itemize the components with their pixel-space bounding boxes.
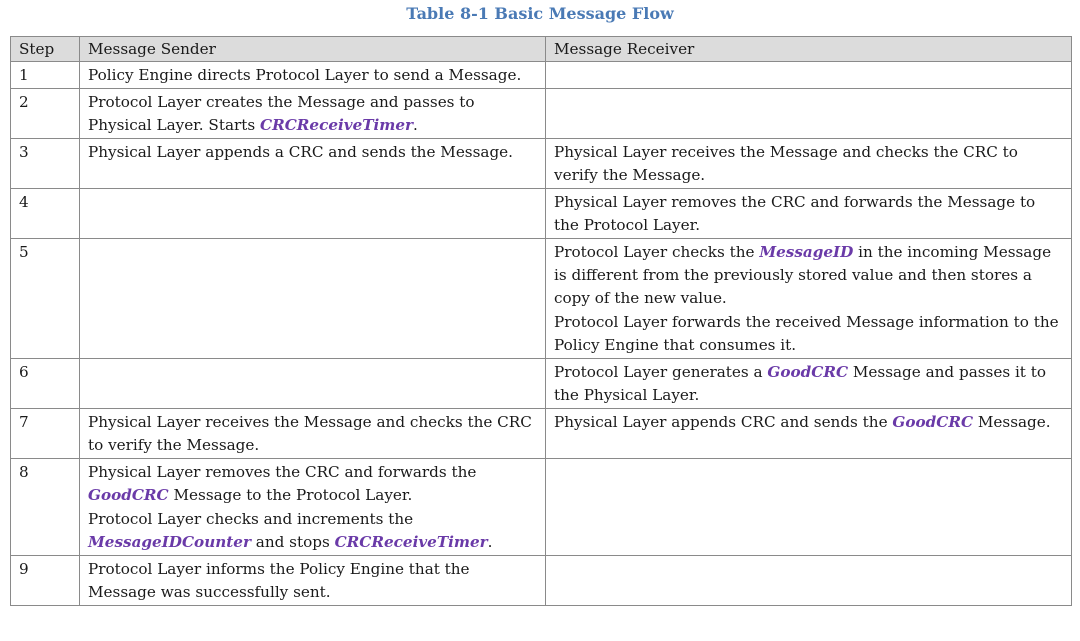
step-cell: 4 xyxy=(11,189,80,239)
sender-cell xyxy=(80,89,546,139)
sender-cell xyxy=(80,62,546,89)
receiver-paragraph xyxy=(554,361,1063,407)
term-reference: CRCReceiveTimer xyxy=(259,116,414,134)
receiver-paragraph xyxy=(554,141,1063,187)
step-cell: 9 xyxy=(11,556,80,606)
step-cell: 8 xyxy=(11,459,80,556)
receiver-cell xyxy=(546,409,1072,459)
text-run: . xyxy=(413,116,418,134)
sender-paragraph xyxy=(88,461,537,507)
receiver-cell xyxy=(546,359,1072,409)
table-row xyxy=(11,556,1072,606)
text-run: Physical Layer removes the CRC and forwards the xyxy=(88,463,477,481)
table-row xyxy=(11,359,1072,409)
text-run: Physical Layer receives the Message and checks the CRC to verify the Message. xyxy=(554,143,1018,184)
text-run: Protocol Layer checks the xyxy=(554,243,760,261)
sender-paragraph xyxy=(88,558,537,604)
receiver-cell xyxy=(546,556,1072,606)
table-row xyxy=(11,139,1072,189)
receiver-paragraph xyxy=(554,311,1063,357)
header-message-receiver: Message Receiver xyxy=(546,37,1072,62)
text-run: Physical Layer appends CRC and sends the xyxy=(554,413,893,431)
receiver-cell xyxy=(546,189,1072,239)
table-row xyxy=(11,239,1072,359)
receiver-cell xyxy=(546,62,1072,89)
text-run: Message and passes it to the Physical Layer. xyxy=(554,363,1046,404)
header-step: Step xyxy=(11,37,80,62)
header-message-sender: Message Sender xyxy=(80,37,546,62)
receiver-cell xyxy=(546,239,1072,359)
term-reference: GoodCRC xyxy=(767,363,849,381)
sender-paragraph xyxy=(88,411,537,457)
sender-paragraph xyxy=(88,508,537,554)
sender-cell xyxy=(80,239,546,359)
text-run: . xyxy=(487,533,493,551)
term-reference: MessageID xyxy=(759,243,854,261)
term-reference: MessageIDCounter xyxy=(88,533,251,551)
sender-cell xyxy=(80,139,546,189)
sender-cell xyxy=(80,459,546,556)
receiver-paragraph xyxy=(554,191,1063,237)
table-row xyxy=(11,89,1072,139)
table-row xyxy=(11,62,1072,89)
text-run: Protocol Layer creates the Message and passes to Physical Layer. Starts xyxy=(88,93,475,134)
term-reference: GoodCRC xyxy=(892,413,974,431)
step-cell: 1 xyxy=(11,62,80,89)
step-cell: 3 xyxy=(11,139,80,189)
step-cell: 5 xyxy=(11,239,80,359)
sender-cell xyxy=(80,556,546,606)
text-run: Protocol Layer generates a xyxy=(554,363,768,381)
text-run: Physical Layer receives the Message and checks the CRC to verify the Message. xyxy=(88,413,532,454)
term-reference: CRCReceiveTimer xyxy=(334,533,488,551)
table-body xyxy=(11,62,1072,606)
sender-cell xyxy=(80,189,546,239)
sender-cell xyxy=(80,359,546,409)
sender-paragraph xyxy=(88,141,537,164)
text-run: in the incoming Message is different from the previously stored value and then stores a copy of the new value. xyxy=(554,243,1052,307)
text-run: Protocol Layer checks and increments the xyxy=(88,510,414,528)
sender-cell xyxy=(80,409,546,459)
step-cell: 2 xyxy=(11,89,80,139)
table-caption: Table 8-1 Basic Message Flow xyxy=(406,4,674,23)
receiver-cell xyxy=(546,139,1072,189)
receiver-paragraph xyxy=(554,241,1063,310)
text-run: Physical Layer removes the CRC and forwards the Message to the Protocol Layer. xyxy=(554,193,1036,234)
text-run: Protocol Layer informs the Policy Engine that the Message was successfully sent. xyxy=(88,560,470,601)
text-run: and stops xyxy=(250,533,335,551)
message-flow-table xyxy=(10,36,1072,606)
step-cell: 7 xyxy=(11,409,80,459)
receiver-paragraph xyxy=(554,411,1063,434)
text-run: Message to the Protocol Layer. xyxy=(168,486,413,504)
text-run: Physical Layer appends a CRC and sends the Message. xyxy=(88,143,513,161)
text-run: Message. xyxy=(973,413,1051,431)
table-row xyxy=(11,409,1072,459)
step-cell: 6 xyxy=(11,359,80,409)
table-row xyxy=(11,459,1072,556)
receiver-cell xyxy=(546,459,1072,556)
text-run: Policy Engine directs Protocol Layer to send a Message. xyxy=(88,66,522,84)
receiver-cell xyxy=(546,89,1072,139)
text-run: Protocol Layer forwards the received Message information to the Policy Engine that consumes it. xyxy=(554,313,1059,354)
sender-paragraph xyxy=(88,91,537,137)
sender-paragraph xyxy=(88,64,537,87)
table-row xyxy=(11,189,1072,239)
term-reference: GoodCRC xyxy=(88,486,169,504)
table-header-row xyxy=(11,37,1072,62)
